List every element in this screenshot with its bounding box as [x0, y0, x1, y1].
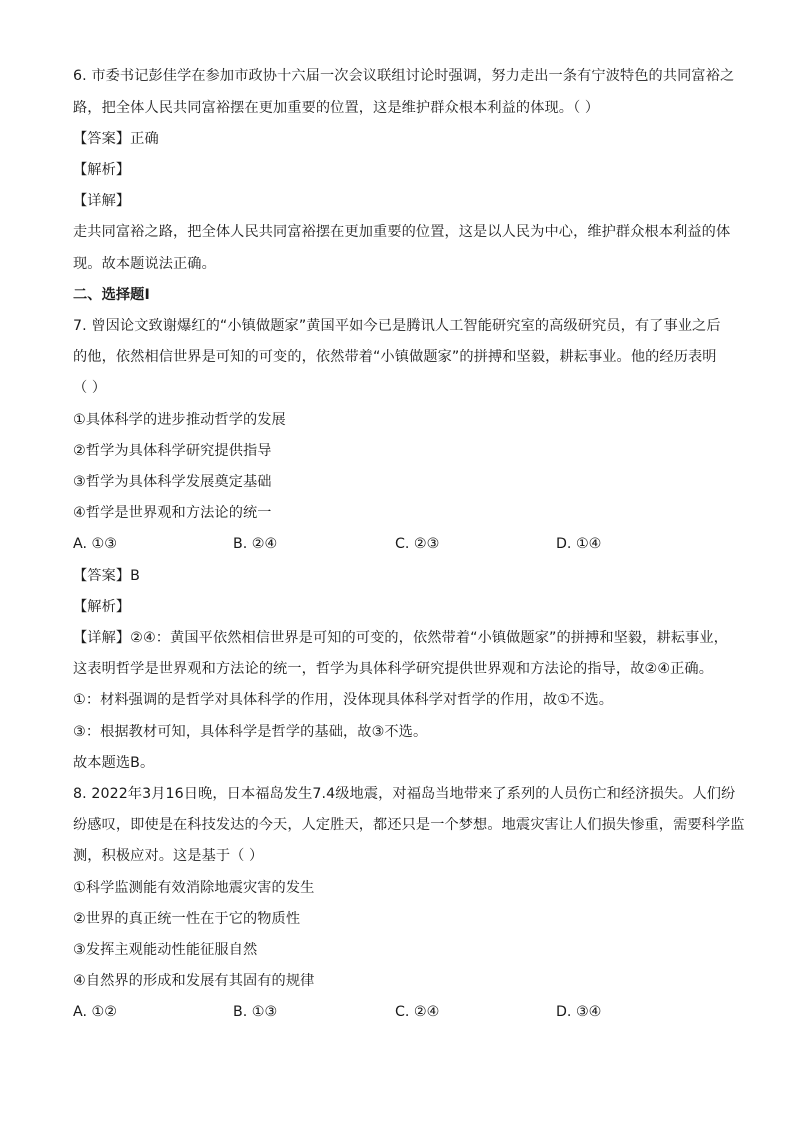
q8-statement-3: ③发挥主观能动性能征服自然	[73, 942, 258, 958]
q7-statement-1: ①具体科学的进步推动哲学的发展	[73, 412, 286, 428]
q8-statement-1: ①科学监测能有效消除地震灾害的发生	[73, 880, 315, 896]
q7-statement-4: ④哲学是世界观和方法论的统一	[73, 505, 272, 521]
q8-statement-2: ②世界的真正统一性在于它的物质性	[73, 911, 301, 927]
q6-analysis-label: 【解析】	[73, 162, 131, 178]
q7-answer: 【答案】B	[73, 568, 140, 584]
q7-text-line-3: （ ）	[73, 380, 107, 396]
q7-statement-2: ②哲学为具体科学研究提供指导	[73, 443, 272, 459]
q7-detail-line-1: 【详解】②④：黄国平依然相信世界是可知的可变的，依然带着“小镇做题家”的拼搏和坚毅，耕耘事业，	[73, 630, 728, 646]
q8-option-b: B. ①③	[233, 1004, 278, 1020]
section-heading: 二、选择题Ⅰ	[73, 287, 150, 303]
q7-option-c: C. ②③	[395, 536, 440, 552]
q7-text-line-1: 7. 曾因论文致谢爆红的“小镇做题家”黄国平如今已是腾讯人工智能研究室的高级研究员，有了事业之后	[73, 318, 721, 334]
q7-option-b: B. ②④	[233, 536, 278, 552]
q8-text-line-1: 8. 2022年3月16日晚，日本福岛发生7.4级地震，对福岛当地带来了系列的人员伤亡和经济损失。人们纷	[73, 786, 736, 802]
q6-detail-line-2: 现。故本题说法正确。	[73, 256, 216, 272]
q8-option-a: A. ①②	[73, 1004, 117, 1020]
q7-option-d: D. ①④	[556, 536, 602, 552]
q6-answer: 【答案】正确	[73, 131, 159, 147]
q7-analysis-label: 【解析】	[73, 599, 131, 615]
q6-text-line-1: 6. 市委书记彭佳学在参加市政协十六届一次会议联组讨论时强调，努力走出一条有宁波特色的共同富裕之	[73, 68, 735, 84]
q7-option-a: A. ①③	[73, 536, 117, 552]
q7-conclusion: 故本题选B。	[73, 755, 155, 771]
q6-detail-label: 【详解】	[73, 193, 131, 209]
q8-text-line-2: 纷感叹，即使是在科技发达的今天，人定胜天，都还只是一个梦想。地震灾害让人们损失惨重，需要科学监	[73, 817, 745, 833]
q8-text-line-3: 测，积极应对。这是基于（ ）	[73, 848, 264, 864]
q7-statement-3: ③哲学为具体科学发展奠定基础	[73, 474, 272, 490]
q7-detail-line-3: ①：材料强调的是哲学对具体科学的作用，没体现具体科学对哲学的作用，故①不选。	[73, 692, 613, 708]
q8-option-d: D. ③④	[556, 1004, 602, 1020]
q8-option-c: C. ②④	[395, 1004, 440, 1020]
q7-detail-line-4: ③：根据教材可知，具体科学是哲学的基础，故③不选。	[73, 724, 428, 740]
q6-text-line-2: 路，把全体人民共同富裕摆在更加重要的位置，这是维护群众根本利益的体现。（ ）	[73, 100, 600, 116]
q6-detail-line-1: 走共同富裕之路，把全体人民共同富裕摆在更加重要的位置，这是以人民为中心，维护群众根本利益的体	[73, 224, 731, 240]
q8-statement-4: ④自然界的形成和发展有其固有的规律	[73, 973, 315, 989]
q7-detail-line-2: 这表明哲学是世界观和方法论的统一，哲学为具体科学研究提供世界观和方法论的指导，故②④正确。	[73, 661, 714, 677]
q7-text-line-2: 的他，依然相信世界是可知的可变的，依然带着“小镇做题家”的拼搏和坚毅，耕耘事业。他的经历表明	[73, 349, 717, 365]
